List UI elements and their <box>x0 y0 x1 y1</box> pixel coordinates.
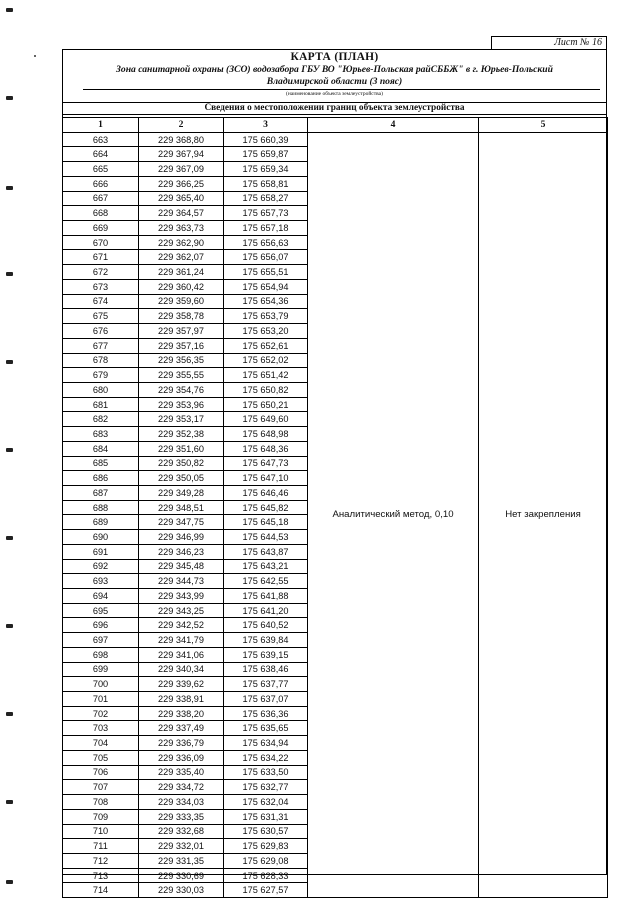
table-header-row <box>63 118 608 133</box>
y-coordinate-cell: 175 639,15 <box>224 647 308 662</box>
x-coordinate-cell: 229 337,49 <box>139 721 224 736</box>
point-number-cell: 699 <box>63 662 139 677</box>
map-subtitle-line2: Владимирской области (3 пояс) <box>266 76 403 87</box>
point-number-cell: 701 <box>63 692 139 707</box>
x-coordinate-cell: 229 359,60 <box>139 294 224 309</box>
point-number-cell: 712 <box>63 853 139 868</box>
y-coordinate-cell: 175 627,57 <box>224 883 308 898</box>
x-coordinate-cell: 229 357,16 <box>139 338 224 353</box>
column-header-4: 4 <box>308 118 479 133</box>
column-header-5: 5 <box>479 118 608 133</box>
y-coordinate-cell: 175 641,88 <box>224 589 308 604</box>
point-number-cell: 689 <box>63 515 139 530</box>
point-number-cell: 666 <box>63 176 139 191</box>
x-coordinate-cell: 229 334,03 <box>139 795 224 810</box>
y-coordinate-cell: 175 657,73 <box>224 206 308 221</box>
y-coordinate-cell: 175 649,60 <box>224 412 308 427</box>
column-header-3: 3 <box>224 118 308 133</box>
x-coordinate-cell: 229 339,62 <box>139 677 224 692</box>
map-title: КАРТА (ПЛАН) <box>290 51 379 63</box>
column-header-1: 1 <box>63 118 139 133</box>
x-coordinate-cell: 229 342,52 <box>139 618 224 633</box>
point-number-cell: 678 <box>63 353 139 368</box>
point-number-cell: 710 <box>63 824 139 839</box>
x-coordinate-cell: 229 349,28 <box>139 485 224 500</box>
x-coordinate-cell: 229 365,40 <box>139 191 224 206</box>
map-subtitle: Зона санитарной охраны (ЗСО) водозабора ГБУ ВО "Юрьев-Польская райСББЖ" в г. Юрьев-Польский <box>116 64 553 75</box>
x-coordinate-cell: 229 335,40 <box>139 765 224 780</box>
sheet-number-label: Лист № 16 <box>491 36 607 50</box>
point-number-cell: 670 <box>63 235 139 250</box>
point-number-cell: 677 <box>63 338 139 353</box>
x-coordinate-cell: 229 366,25 <box>139 176 224 191</box>
table-row <box>63 132 608 147</box>
y-coordinate-cell: 175 654,36 <box>224 294 308 309</box>
y-coordinate-cell: 175 660,39 <box>224 132 308 147</box>
point-number-cell: 707 <box>63 780 139 795</box>
y-coordinate-cell: 175 629,83 <box>224 839 308 854</box>
y-coordinate-cell: 175 637,77 <box>224 677 308 692</box>
y-coordinate-cell: 175 656,63 <box>224 235 308 250</box>
y-coordinate-cell: 175 652,61 <box>224 338 308 353</box>
punch-mark <box>6 8 13 12</box>
object-name-caption: (наименование объекта землеустройства) <box>286 91 383 97</box>
x-coordinate-cell: 229 346,23 <box>139 544 224 559</box>
x-coordinate-cell: 229 343,99 <box>139 589 224 604</box>
punch-mark <box>6 536 13 540</box>
y-coordinate-cell: 175 655,51 <box>224 265 308 280</box>
point-number-cell: 698 <box>63 647 139 662</box>
y-coordinate-cell: 175 641,20 <box>224 603 308 618</box>
point-number-cell: 664 <box>63 147 139 162</box>
y-coordinate-cell: 175 646,46 <box>224 485 308 500</box>
x-coordinate-cell: 229 367,94 <box>139 147 224 162</box>
x-coordinate-cell: 229 353,17 <box>139 412 224 427</box>
determination-method-cell: Аналитический метод, 0,10 <box>308 132 479 897</box>
point-number-cell: 667 <box>63 191 139 206</box>
y-coordinate-cell: 175 651,42 <box>224 368 308 383</box>
column-header-2: 2 <box>139 118 224 133</box>
y-coordinate-cell: 175 643,87 <box>224 544 308 559</box>
y-coordinate-cell: 175 633,50 <box>224 765 308 780</box>
table-body <box>63 132 608 897</box>
point-number-cell: 700 <box>63 677 139 692</box>
y-coordinate-cell: 175 639,84 <box>224 633 308 648</box>
point-number-cell: 679 <box>63 368 139 383</box>
x-coordinate-cell: 229 361,24 <box>139 265 224 280</box>
point-number-cell: 681 <box>63 397 139 412</box>
x-coordinate-cell: 229 332,01 <box>139 839 224 854</box>
x-coordinate-cell: 229 354,76 <box>139 382 224 397</box>
x-coordinate-cell: 229 338,20 <box>139 706 224 721</box>
x-coordinate-cell: 229 348,51 <box>139 500 224 515</box>
y-coordinate-cell: 175 630,57 <box>224 824 308 839</box>
x-coordinate-cell: 229 350,05 <box>139 471 224 486</box>
x-coordinate-cell: 229 344,73 <box>139 574 224 589</box>
section-title: Сведения о местоположении границ объекта землеустройства <box>63 102 606 115</box>
x-coordinate-cell: 229 330,03 <box>139 883 224 898</box>
y-coordinate-cell: 175 658,81 <box>224 176 308 191</box>
y-coordinate-cell: 175 642,55 <box>224 574 308 589</box>
point-number-cell: 675 <box>63 309 139 324</box>
y-coordinate-cell: 175 656,07 <box>224 250 308 265</box>
point-number-cell: 706 <box>63 765 139 780</box>
x-coordinate-cell: 229 346,99 <box>139 530 224 545</box>
x-coordinate-cell: 229 347,75 <box>139 515 224 530</box>
y-coordinate-cell: 175 652,02 <box>224 353 308 368</box>
point-number-cell: 683 <box>63 427 139 442</box>
y-coordinate-cell: 175 653,20 <box>224 324 308 339</box>
x-coordinate-cell: 229 340,34 <box>139 662 224 677</box>
point-number-cell: 671 <box>63 250 139 265</box>
x-coordinate-cell: 229 362,07 <box>139 250 224 265</box>
y-coordinate-cell: 175 653,79 <box>224 309 308 324</box>
punch-mark <box>6 448 13 452</box>
punch-mark <box>6 880 13 884</box>
x-coordinate-cell: 229 341,06 <box>139 647 224 662</box>
punch-mark <box>6 186 13 190</box>
point-number-cell: 669 <box>63 221 139 236</box>
y-coordinate-cell: 175 635,65 <box>224 721 308 736</box>
point-number-cell: 692 <box>63 559 139 574</box>
y-coordinate-cell: 175 648,98 <box>224 427 308 442</box>
x-coordinate-cell: 229 367,09 <box>139 162 224 177</box>
fixing-method-cell: Нет закрепления <box>479 132 608 897</box>
point-number-cell: 684 <box>63 441 139 456</box>
punch-mark <box>6 712 13 716</box>
x-coordinate-cell: 229 368,80 <box>139 132 224 147</box>
x-coordinate-cell: 229 352,38 <box>139 427 224 442</box>
y-coordinate-cell: 175 628,33 <box>224 868 308 883</box>
y-coordinate-cell: 175 632,77 <box>224 780 308 795</box>
point-number-cell: 711 <box>63 839 139 854</box>
x-coordinate-cell: 229 356,35 <box>139 353 224 368</box>
point-number-cell: 673 <box>63 279 139 294</box>
point-number-cell: 694 <box>63 589 139 604</box>
x-coordinate-cell: 229 334,72 <box>139 780 224 795</box>
y-coordinate-cell: 175 645,18 <box>224 515 308 530</box>
y-coordinate-cell: 175 654,94 <box>224 279 308 294</box>
x-coordinate-cell: 229 332,68 <box>139 824 224 839</box>
x-coordinate-cell: 229 360,42 <box>139 279 224 294</box>
point-number-cell: 682 <box>63 412 139 427</box>
point-number-cell: 688 <box>63 500 139 515</box>
point-number-cell: 665 <box>63 162 139 177</box>
x-coordinate-cell: 229 336,09 <box>139 750 224 765</box>
punch-mark <box>6 624 13 628</box>
point-number-cell: 713 <box>63 868 139 883</box>
x-coordinate-cell: 229 358,78 <box>139 309 224 324</box>
point-number-cell: 663 <box>63 132 139 147</box>
point-number-cell: 674 <box>63 294 139 309</box>
y-coordinate-cell: 175 638,46 <box>224 662 308 677</box>
y-coordinate-cell: 175 647,10 <box>224 471 308 486</box>
point-number-cell: 704 <box>63 736 139 751</box>
point-number-cell: 685 <box>63 456 139 471</box>
point-number-cell: 708 <box>63 795 139 810</box>
x-coordinate-cell: 229 333,35 <box>139 809 224 824</box>
point-number-cell: 696 <box>63 618 139 633</box>
point-number-cell: 703 <box>63 721 139 736</box>
point-number-cell: 705 <box>63 750 139 765</box>
document-frame <box>62 49 607 896</box>
x-coordinate-cell: 229 343,25 <box>139 603 224 618</box>
y-coordinate-cell: 175 659,87 <box>224 147 308 162</box>
y-coordinate-cell: 175 643,21 <box>224 559 308 574</box>
x-coordinate-cell: 229 331,35 <box>139 853 224 868</box>
point-number-cell: 680 <box>63 382 139 397</box>
point-number-cell: 687 <box>63 485 139 500</box>
y-coordinate-cell: 175 632,04 <box>224 795 308 810</box>
x-coordinate-cell: 229 336,79 <box>139 736 224 751</box>
point-number-cell: 686 <box>63 471 139 486</box>
x-coordinate-cell: 229 338,91 <box>139 692 224 707</box>
punch-mark <box>6 800 13 804</box>
point-number-cell: 672 <box>63 265 139 280</box>
y-coordinate-cell: 175 659,34 <box>224 162 308 177</box>
point-number-cell: 693 <box>63 574 139 589</box>
y-coordinate-cell: 175 645,82 <box>224 500 308 515</box>
y-coordinate-cell: 175 634,22 <box>224 750 308 765</box>
punch-mark <box>6 360 13 364</box>
x-coordinate-cell: 229 353,96 <box>139 397 224 412</box>
y-coordinate-cell: 175 650,82 <box>224 382 308 397</box>
y-coordinate-cell: 175 636,36 <box>224 706 308 721</box>
point-number-cell: 695 <box>63 603 139 618</box>
x-coordinate-cell: 229 363,73 <box>139 221 224 236</box>
x-coordinate-cell: 229 355,55 <box>139 368 224 383</box>
x-coordinate-cell: 229 364,57 <box>139 206 224 221</box>
point-number-cell: 702 <box>63 706 139 721</box>
x-coordinate-cell: 229 345,48 <box>139 559 224 574</box>
y-coordinate-cell: 175 650,21 <box>224 397 308 412</box>
x-coordinate-cell: 229 357,97 <box>139 324 224 339</box>
point-number-cell: 697 <box>63 633 139 648</box>
y-coordinate-cell: 175 644,53 <box>224 530 308 545</box>
scan-dot <box>34 55 36 57</box>
x-coordinate-cell: 229 330,69 <box>139 868 224 883</box>
y-coordinate-cell: 175 631,31 <box>224 809 308 824</box>
y-coordinate-cell: 175 637,07 <box>224 692 308 707</box>
boundary-coordinates-table <box>62 117 608 898</box>
punch-mark <box>6 272 13 276</box>
y-coordinate-cell: 175 648,36 <box>224 441 308 456</box>
point-number-cell: 714 <box>63 883 139 898</box>
point-number-cell: 690 <box>63 530 139 545</box>
y-coordinate-cell: 175 647,73 <box>224 456 308 471</box>
punch-mark <box>6 96 13 100</box>
y-coordinate-cell: 175 657,18 <box>224 221 308 236</box>
y-coordinate-cell: 175 629,08 <box>224 853 308 868</box>
y-coordinate-cell: 175 658,27 <box>224 191 308 206</box>
y-coordinate-cell: 175 640,52 <box>224 618 308 633</box>
x-coordinate-cell: 229 351,60 <box>139 441 224 456</box>
point-number-cell: 676 <box>63 324 139 339</box>
x-coordinate-cell: 229 362,90 <box>139 235 224 250</box>
x-coordinate-cell: 229 341,79 <box>139 633 224 648</box>
title-block <box>63 50 606 102</box>
point-number-cell: 668 <box>63 206 139 221</box>
point-number-cell: 709 <box>63 809 139 824</box>
point-number-cell: 691 <box>63 544 139 559</box>
y-coordinate-cell: 175 634,94 <box>224 736 308 751</box>
x-coordinate-cell: 229 350,82 <box>139 456 224 471</box>
